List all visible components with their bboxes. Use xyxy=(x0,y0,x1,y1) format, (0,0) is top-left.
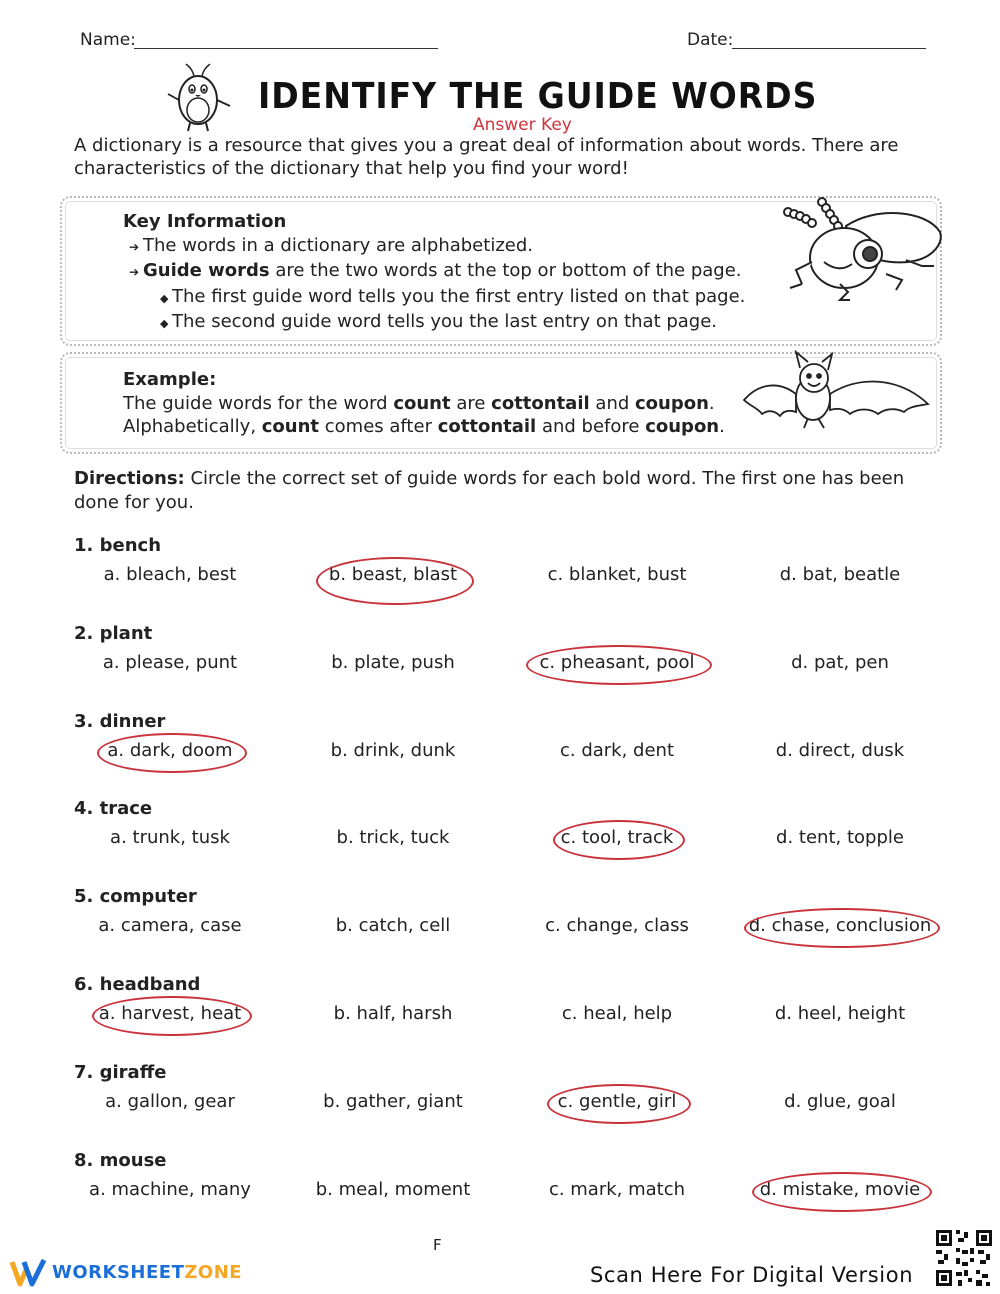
key-information-heading: Key Information xyxy=(123,211,287,232)
bat-character-icon xyxy=(738,350,934,436)
example-line-1 xyxy=(123,392,725,416)
question-word: 7. giraffe xyxy=(74,1061,167,1083)
answer-option[interactable]: a. please, punt xyxy=(102,651,238,673)
answer-option[interactable]: d. chase, conclusion xyxy=(748,915,932,937)
answer-option[interactable]: c. dark, dent xyxy=(559,739,675,761)
answer-option[interactable]: d. direct, dusk xyxy=(775,739,905,761)
key-information-content xyxy=(123,210,745,336)
answer-option[interactable]: a. machine, many xyxy=(89,1178,251,1200)
answer-option[interactable]: d. mistake, movie xyxy=(759,1178,921,1200)
answer-option[interactable]: b. trick, tuck xyxy=(336,827,450,849)
example-heading: Example: xyxy=(123,369,217,390)
example-text: comes after xyxy=(319,416,438,437)
arrow-icon: ➔ xyxy=(129,265,140,279)
diamond-bullet-icon: ◆ xyxy=(160,317,169,330)
example-text: are xyxy=(450,392,492,414)
name-label: Name: xyxy=(80,30,136,50)
example-text: and xyxy=(589,392,635,414)
answer-option[interactable]: b. drink, dunk xyxy=(330,739,456,761)
answer-option[interactable]: c. mark, match xyxy=(548,1178,686,1200)
answer-option[interactable]: c. gentle, girl xyxy=(557,1090,677,1112)
page-letter: F xyxy=(433,1236,442,1254)
key-info-sub-2-text: The second guide word tells you the last entry on that page. xyxy=(172,311,718,332)
answer-option[interactable]: d. bat, beatle xyxy=(779,564,901,585)
arrow-icon: ➔ xyxy=(129,239,140,254)
question-word: 2. plant xyxy=(74,622,153,644)
answer-key-label: Answer Key xyxy=(473,115,572,135)
example-bold-word: count xyxy=(261,416,320,437)
directions xyxy=(74,467,924,514)
answer-option[interactable]: c. pheasant, pool xyxy=(539,651,695,673)
answer-option[interactable]: d. heel, height xyxy=(774,1003,906,1024)
answer-option[interactable]: b. plate, push xyxy=(331,651,455,673)
example-bold-word: coupon xyxy=(645,416,720,437)
answer-option[interactable]: b. half, harsh xyxy=(333,1003,453,1024)
example-line-2 xyxy=(123,415,725,439)
scan-text: Scan Here For Digital Version xyxy=(590,1263,914,1287)
bug-character-icon xyxy=(776,196,946,308)
directions-label: Directions: xyxy=(74,468,185,489)
answer-option[interactable]: b. meal, moment xyxy=(315,1178,471,1200)
answer-option[interactable]: b. beast, blast xyxy=(328,564,458,585)
guide-words-term: Guide words xyxy=(143,260,270,281)
brand-part-1: WORKSHEET xyxy=(52,1262,185,1283)
qr-code-icon[interactable] xyxy=(934,1228,994,1288)
example-bold-word: coupon xyxy=(635,392,709,414)
example-bold-word: cottontail xyxy=(437,416,537,437)
logo-icon xyxy=(10,1258,48,1288)
example-text: . xyxy=(708,392,715,414)
answer-option[interactable]: d. glue, goal xyxy=(784,1090,896,1112)
example-text: Alphabetically, xyxy=(123,416,262,437)
egg-character-icon xyxy=(162,58,234,134)
example-content xyxy=(123,368,725,439)
example-bold-word: count xyxy=(393,392,451,414)
key-info-line-2-text: are the two words at the top or bottom of the page. xyxy=(269,260,742,281)
question-word: 5. computer xyxy=(74,886,197,908)
answer-option[interactable]: a. trunk, tusk xyxy=(110,827,230,849)
intro-paragraph: A dictionary is a resource that gives you a great deal of information about words. There are characteristics of the dictionary that help you find your word! xyxy=(74,135,899,179)
key-info-sub-2 xyxy=(123,310,745,336)
question-word: 8. mouse xyxy=(74,1149,167,1171)
key-info-sub-1-text: The first guide word tells you the first entry listed on that page. xyxy=(172,285,746,307)
question-word: 6. headband xyxy=(74,974,201,995)
answer-option[interactable]: b. gather, giant xyxy=(323,1090,463,1112)
diamond-bullet-icon: ◆ xyxy=(160,291,169,305)
date-label: Date: xyxy=(687,30,734,50)
brand-name xyxy=(52,1262,242,1283)
example-text: and before xyxy=(536,416,646,437)
answer-option[interactable]: c. heal, help xyxy=(561,1003,673,1024)
answer-option[interactable]: a. dark, doom xyxy=(107,739,233,761)
answer-option[interactable]: c. tool, track xyxy=(560,827,674,849)
answer-option[interactable]: c. blanket, bust xyxy=(547,564,687,585)
question-word: 4. trace xyxy=(74,798,153,820)
answer-option[interactable]: b. catch, cell xyxy=(335,915,451,937)
key-info-sub-1 xyxy=(123,285,745,311)
answer-option[interactable]: a. gallon, gear xyxy=(105,1090,235,1112)
example-text: . xyxy=(719,416,725,437)
answer-option[interactable]: a. camera, case xyxy=(98,915,242,937)
brand-part-2: ZONE xyxy=(184,1262,243,1283)
question-word: 1. bench xyxy=(74,535,162,556)
example-bold-word: cottontail xyxy=(491,392,590,414)
name-line[interactable] xyxy=(134,48,438,49)
date-line[interactable] xyxy=(732,48,926,49)
directions-text: Circle the correct set of guide words for each bold word. The first one has been done for you. xyxy=(74,468,905,513)
key-info-line-1 xyxy=(123,234,745,260)
key-info-line-1-text: The words in a dictionary are alphabetized. xyxy=(143,234,533,256)
page-title: IDENTIFY THE GUIDE WORDS xyxy=(258,76,818,117)
answer-option[interactable]: c. change, class xyxy=(545,915,689,937)
answer-option[interactable]: a. harvest, heat xyxy=(98,1003,242,1024)
answer-option[interactable]: a. bleach, best xyxy=(103,564,237,585)
question-word: 3. dinner xyxy=(74,710,166,732)
answer-option[interactable]: d. pat, pen xyxy=(791,651,889,673)
key-info-line-2 xyxy=(123,259,745,285)
answer-option[interactable]: d. tent, topple xyxy=(776,827,904,849)
example-text: The guide words for the word xyxy=(123,392,394,414)
